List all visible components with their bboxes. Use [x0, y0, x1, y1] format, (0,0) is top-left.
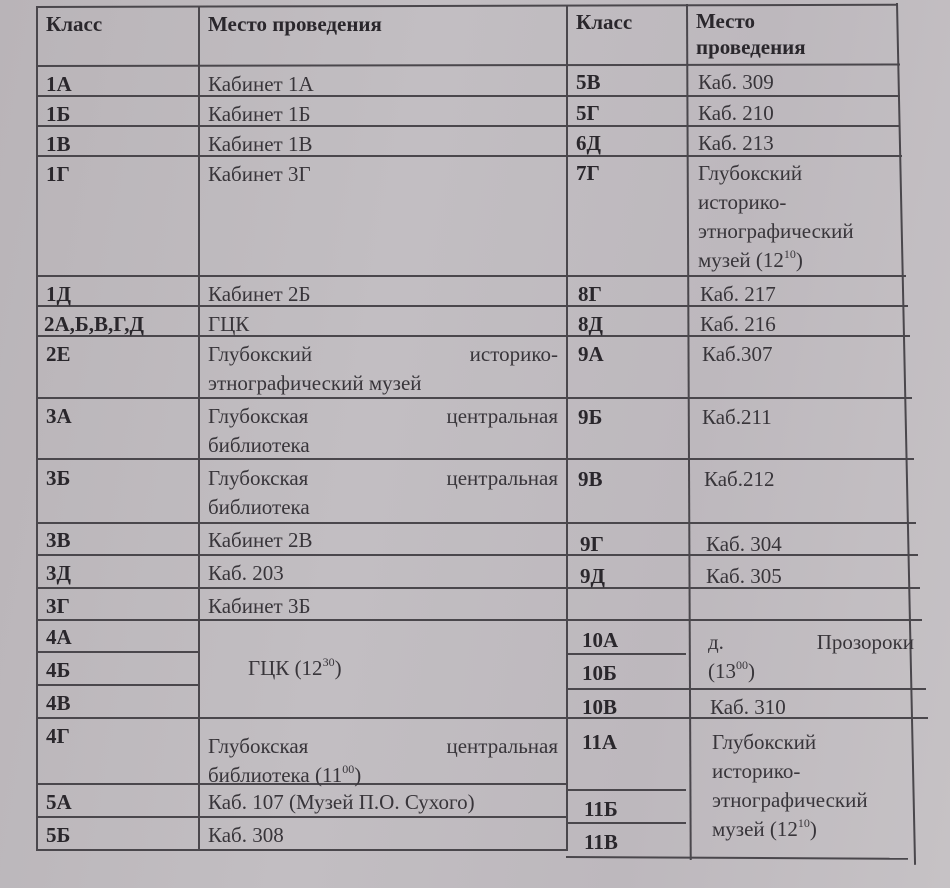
class-8d: 8Д	[578, 312, 603, 336]
class-9d: 9Д	[580, 564, 605, 588]
class-3g: 3Г	[46, 594, 70, 618]
location-5g: Каб. 210	[698, 101, 774, 125]
location-1d: Кабинет 2Б	[208, 282, 311, 306]
class-5g: 5Г	[576, 101, 600, 125]
location-empty	[698, 590, 714, 594]
class-3v: 3В	[46, 528, 71, 552]
class-4v: 4В	[46, 691, 71, 715]
location-5v: Каб. 309	[698, 70, 774, 94]
class-11v: 11В	[584, 830, 618, 854]
class-1d: 1Д	[46, 282, 71, 306]
class-1v: 1В	[46, 132, 71, 156]
location-7g: Глубокский историко- этнографический музей $(12^{10})$	[698, 161, 854, 272]
location-9a: Каб.307	[702, 342, 773, 366]
class-10v: 10В	[582, 695, 618, 719]
class-5a: 5А	[46, 790, 72, 814]
class-9a: 9А	[578, 342, 604, 366]
location-8g: Каб. 217	[700, 282, 776, 306]
class-11b: 11Б	[584, 797, 618, 821]
right-header-class: Класс	[576, 10, 633, 34]
class-9g: 9Г	[580, 532, 604, 556]
class-2e: 2Е	[46, 342, 71, 366]
location-3a: Глубокская центральная библиотека	[208, 404, 558, 457]
hline	[36, 849, 566, 851]
class-5v: 5В	[576, 70, 601, 94]
border-right	[896, 3, 916, 865]
location-2e: Глубокский историко- этнографический музей	[208, 342, 558, 395]
location-3g: Кабинет 3Б	[208, 594, 311, 618]
class-9b: 9Б	[578, 405, 603, 429]
class-1a: 1А	[46, 72, 72, 96]
class-4g: 4Г	[46, 724, 70, 748]
right-header-location: Место проведения	[696, 9, 806, 59]
location-9g: Каб. 304	[706, 532, 782, 556]
location-4g: Глубокская центральная библиотека $(11^{00})$	[208, 734, 558, 787]
location-10ab-merged: д. Прозороки $(13^{00})$	[708, 630, 914, 683]
class-3a: 3А	[46, 404, 72, 428]
hline	[36, 619, 922, 621]
left-header-location: Место проведения	[208, 12, 382, 36]
location-10v: Каб. 310	[710, 695, 786, 719]
location-11abv-merged: Глубокский историко- этнографический музей $(12^{10})$	[712, 730, 868, 841]
class-empty	[572, 590, 588, 594]
location-1v: Кабинет 1В	[208, 132, 313, 156]
location-1b: Кабинет 1Б	[208, 102, 311, 126]
class-1g: 1Г	[46, 162, 70, 186]
location-9d: Каб. 305	[706, 564, 782, 588]
location-9b: Каб.211	[702, 405, 772, 429]
location-1g: Кабинет 3Г	[208, 162, 311, 186]
location-5a: Каб. 107 (Музей П.О. Сухого)	[208, 790, 475, 814]
class-8g: 8Г	[578, 282, 602, 306]
class-4a: 4А	[46, 625, 72, 649]
hline	[36, 717, 928, 719]
class-10a: 10А	[582, 628, 619, 652]
location-3v: Кабинет 2В	[208, 528, 313, 552]
location-1a: Кабинет 1А	[208, 72, 314, 96]
class-1b: 1Б	[46, 102, 71, 126]
class-10b: 10Б	[582, 661, 617, 685]
class-2abvgd: 2А,Б,В,Г,Д	[44, 312, 144, 336]
location-3d: Каб. 203	[208, 561, 284, 585]
location-4abv-merged: ГЦК $(12^{30})$	[248, 655, 342, 680]
location-9v: Каб.212	[704, 467, 775, 491]
location-5b: Каб. 308	[208, 823, 284, 847]
location-2abvgd: ГЦК	[208, 312, 250, 336]
left-header-class: Класс	[46, 12, 103, 36]
class-7g: 7Г	[576, 161, 600, 185]
location-8d: Каб. 216	[700, 312, 776, 336]
class-5b: 5Б	[46, 823, 71, 847]
hline	[36, 522, 916, 524]
class-4b: 4Б	[46, 658, 71, 682]
class-9v: 9В	[578, 467, 603, 491]
location-3b: Глубокская центральная библиотека	[208, 466, 558, 519]
class-11a: 11А	[582, 730, 618, 754]
class-3d: 3Д	[46, 561, 71, 585]
location-6d: Каб. 213	[698, 131, 774, 155]
class-6d: 6Д	[576, 131, 601, 155]
class-3b: 3Б	[46, 466, 71, 490]
